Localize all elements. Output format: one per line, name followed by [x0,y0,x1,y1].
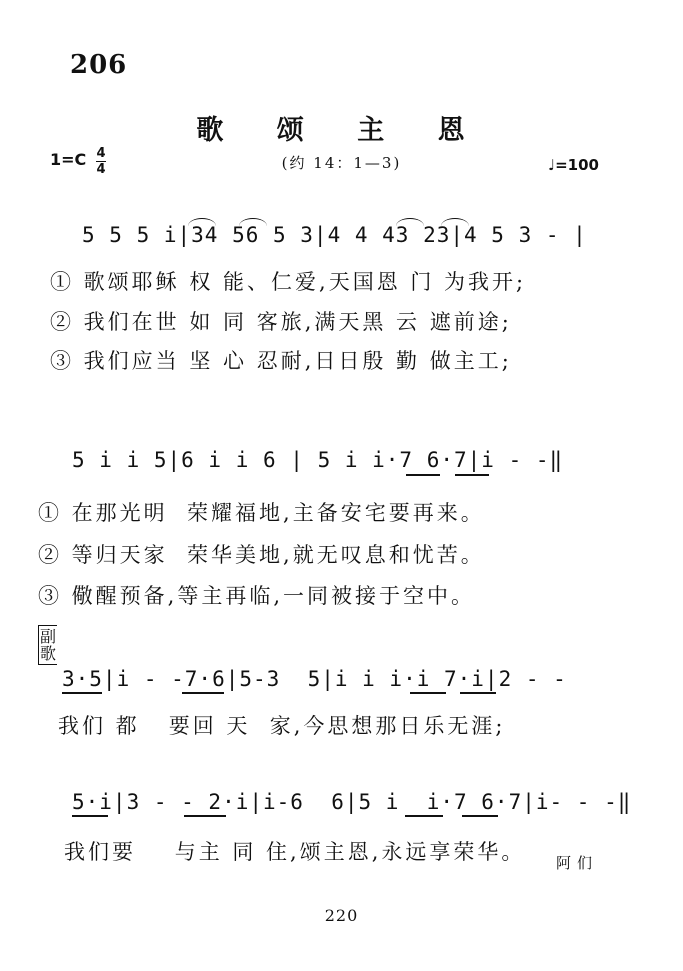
verse1-lyric-line: ③ 我们应当 坚 心 忍耐,日日殷 勤 做主工; [50,349,512,373]
note-underline [406,474,440,476]
verse2-notation: 5 i i 5|6 i i 6 | 5 i i·7 6·7|i - -‖ [72,448,564,472]
tempo-marking: ♩=100 [548,156,599,174]
slur-mark [396,218,424,226]
note-underline [405,815,443,817]
chorus-notation-line1: 3·5|i - -7·6|5-3 5|i i i·i 7·i|2 - - [62,667,567,691]
note-underline [72,815,108,817]
hymn-number: 206 [70,50,128,80]
note-underline [460,692,496,694]
verse2-lyric-line: ① 在那光明 荣耀福地,主备安宅要再来。 [38,501,485,525]
page-number: 220 [324,906,359,925]
hymn-title: 歌 颂 主 恩 [196,115,487,146]
chorus-lyric-line2: 我们要 与主 同 住,颂主恩,永远享荣华。 [64,840,526,864]
slur-mark [239,218,267,226]
slur-mark [188,218,216,226]
amen-text: 阿们 [556,854,599,872]
chorus-lyric-line1: 我们 都 要回 天 家,今思想那日乐无涯; [58,714,506,738]
note-underline [410,692,446,694]
verse1-lyric-line: ① 歌颂耶稣 权 能、仁爱,天国恩 门 为我开; [50,270,527,294]
slur-mark [441,218,469,226]
note-underline [184,815,226,817]
verse1-lyric-line: ② 我们在世 如 同 客旅,满天黑 云 遮前途; [50,310,512,334]
time-signature-top: 4 [96,146,106,161]
note-underline [455,474,489,476]
note-underline [62,692,102,694]
note-underline [462,815,498,817]
verse2-lyric-line: ② 等归天家 荣华美地,就无叹息和忧苦。 [38,543,485,567]
time-signature-bottom: 4 [96,162,106,177]
note-underline [182,692,224,694]
verse2-lyric-line: ③ 儆醒预备,等主再临,一同被接于空中。 [38,584,476,608]
chorus-label: 副歌 [39,627,56,663]
scripture-reference: (约 14：1—3) [281,154,402,172]
verse1-notation: 5 5 5 i|34 56 5 3|4 4 43 23|4 5 3 - | [82,223,587,247]
key-signature: 1=C [50,150,87,169]
chorus-notation-line2: 5·i|3 - - 2·i|i-6 6|5 i i·7 6·7|i- - -‖ [72,790,632,814]
